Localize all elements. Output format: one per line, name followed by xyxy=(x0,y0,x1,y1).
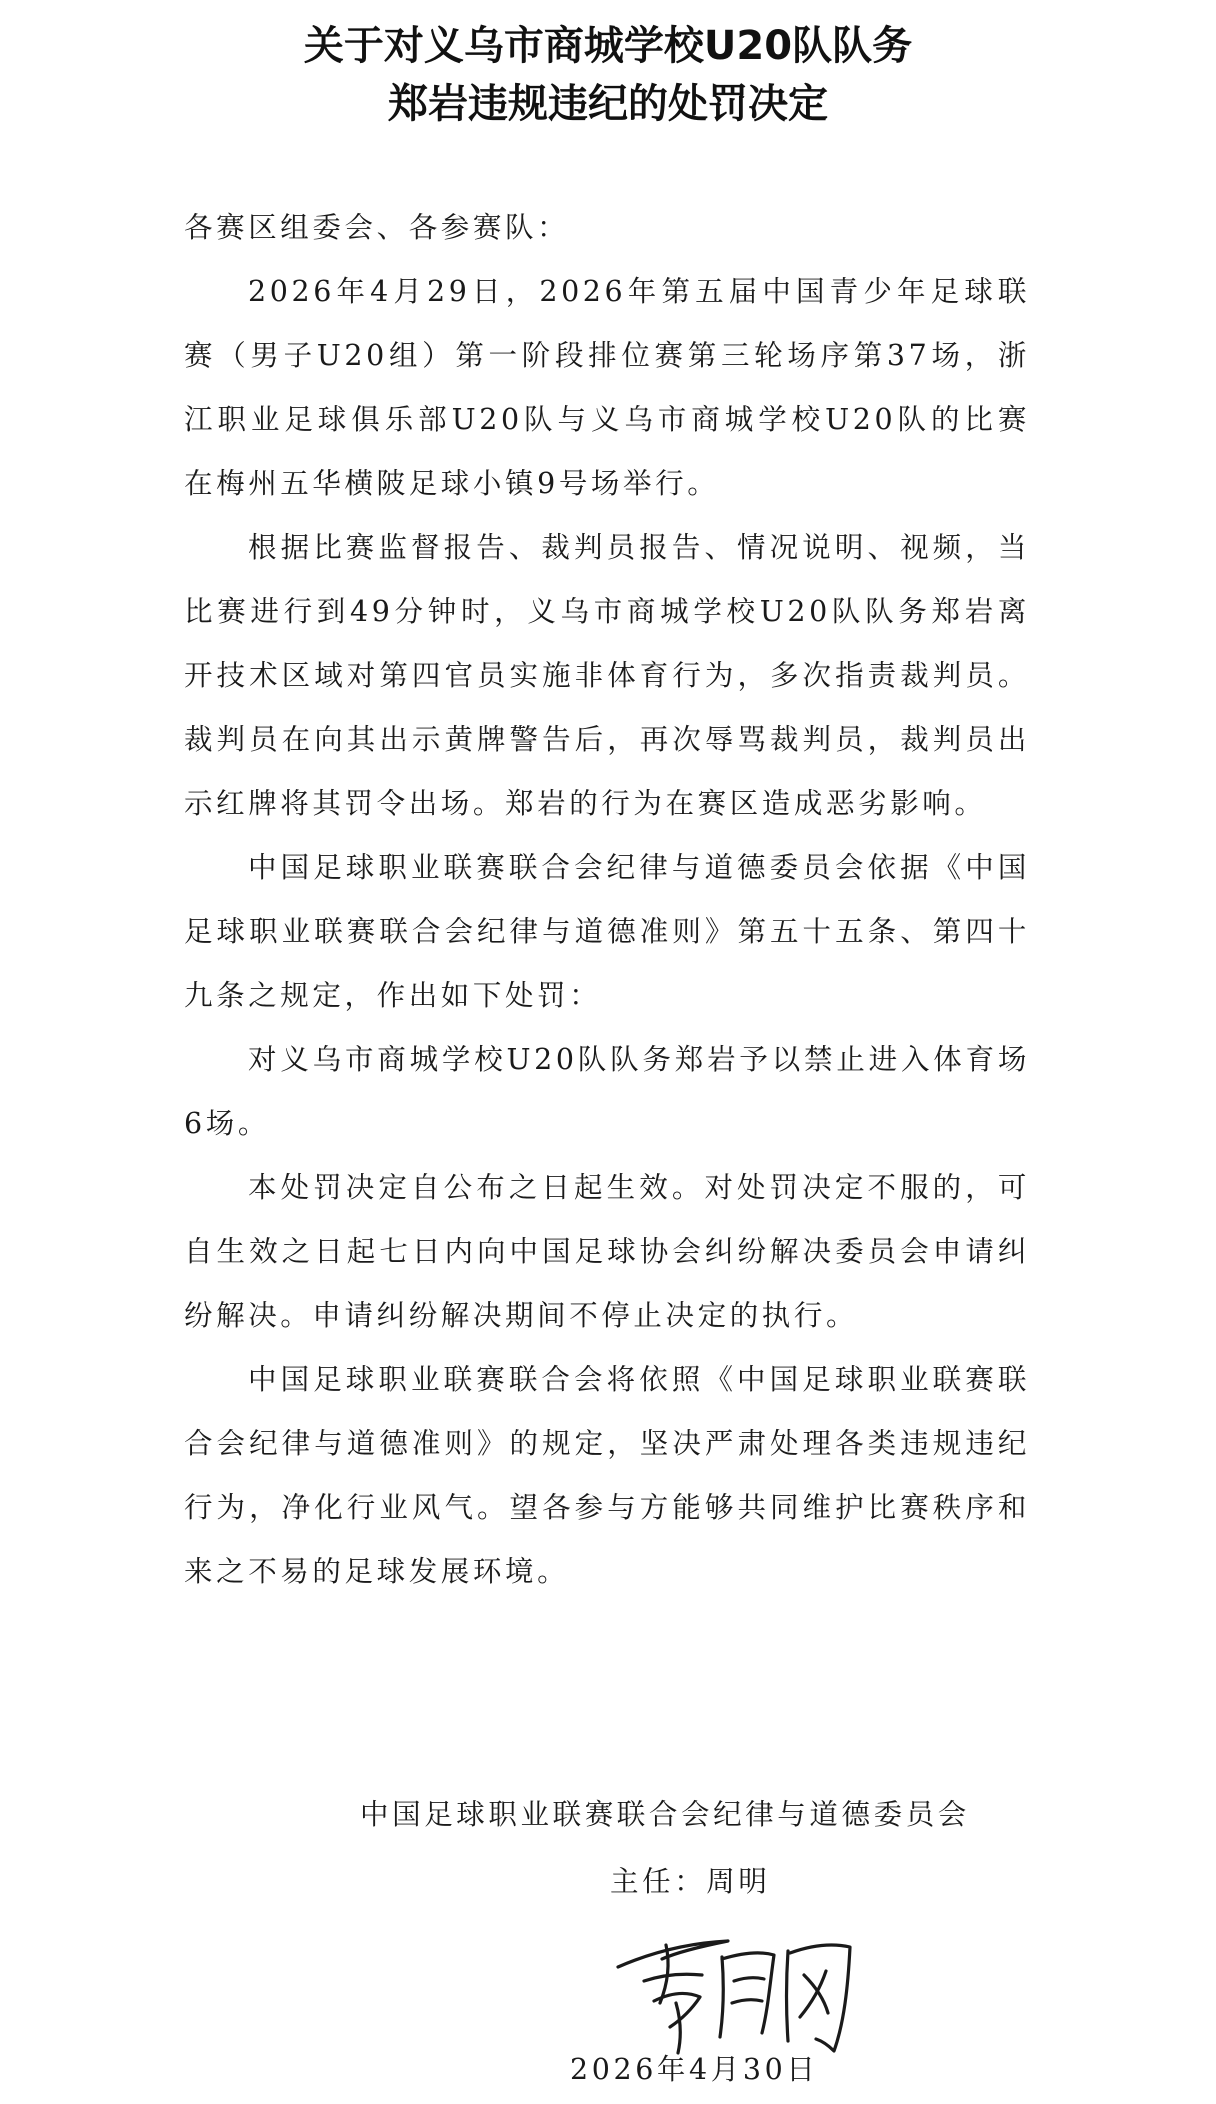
document-title-line-2: 郑岩违规违纪的处罚决定 xyxy=(388,81,828,127)
document-body xyxy=(184,196,1030,1604)
handwritten-signature xyxy=(610,1905,870,2060)
issue-date: 2026年4月30日 xyxy=(570,2053,819,2086)
paragraph-facts: 根据比赛监督报告、裁判员报告、情况说明、视频，当比赛进行到49分钟时，义乌市商城学校U20队队务郑岩离开技术区域对第四官员实施非体育行为，多次指责裁判员。裁判员在向其出示黄牌警告后，再次辱骂裁判员，裁判员出示红牌将其罚令出场。郑岩的行为在赛区造成恶劣影响。 xyxy=(184,531,1030,820)
director-line: 主任：周明 xyxy=(610,1865,771,1898)
paragraph-penalty: 对义乌市商城学校U20队队务郑岩予以禁止进入体育场6场。 xyxy=(184,1043,1030,1140)
paragraph-closing: 中国足球职业联赛联合会将依照《中国足球职业联赛联合会纪律与道德准则》的规定，坚决严肃处理各类违规违纪行为，净化行业风气。望各参与方能够共同维护比赛秩序和来之不易的足球发展环境。 xyxy=(184,1363,1030,1588)
paragraph-basis: 中国足球职业联赛联合会纪律与道德委员会依据《中国足球职业联赛联合会纪律与道德准则》第五十五条、第四十九条之规定，作出如下处罚： xyxy=(184,851,1030,1012)
document-title-line-1: 关于对义乌市商城学校U20队队务 xyxy=(303,23,913,69)
issuer-name: 中国足球职业联赛联合会纪律与道德委员会 xyxy=(360,1798,970,1831)
salutation: 各赛区组委会、各参赛队： xyxy=(184,211,570,244)
paragraph-effect: 本处罚决定自公布之日起生效。对处罚决定不服的，可自生效之日起七日内向中国足球协会纠纷解决委员会申请纠纷解决。申请纠纷解决期间不停止决定的执行。 xyxy=(184,1171,1030,1332)
paragraph-incident: 2026年4月29日，2026年第五届中国青少年足球联赛（男子U20组）第一阶段排位赛第三轮场序第37场，浙江职业足球俱乐部U20队与义乌市商城学校U20队的比赛在梅州五华横陂足球小镇9号场举行。 xyxy=(184,275,1030,500)
